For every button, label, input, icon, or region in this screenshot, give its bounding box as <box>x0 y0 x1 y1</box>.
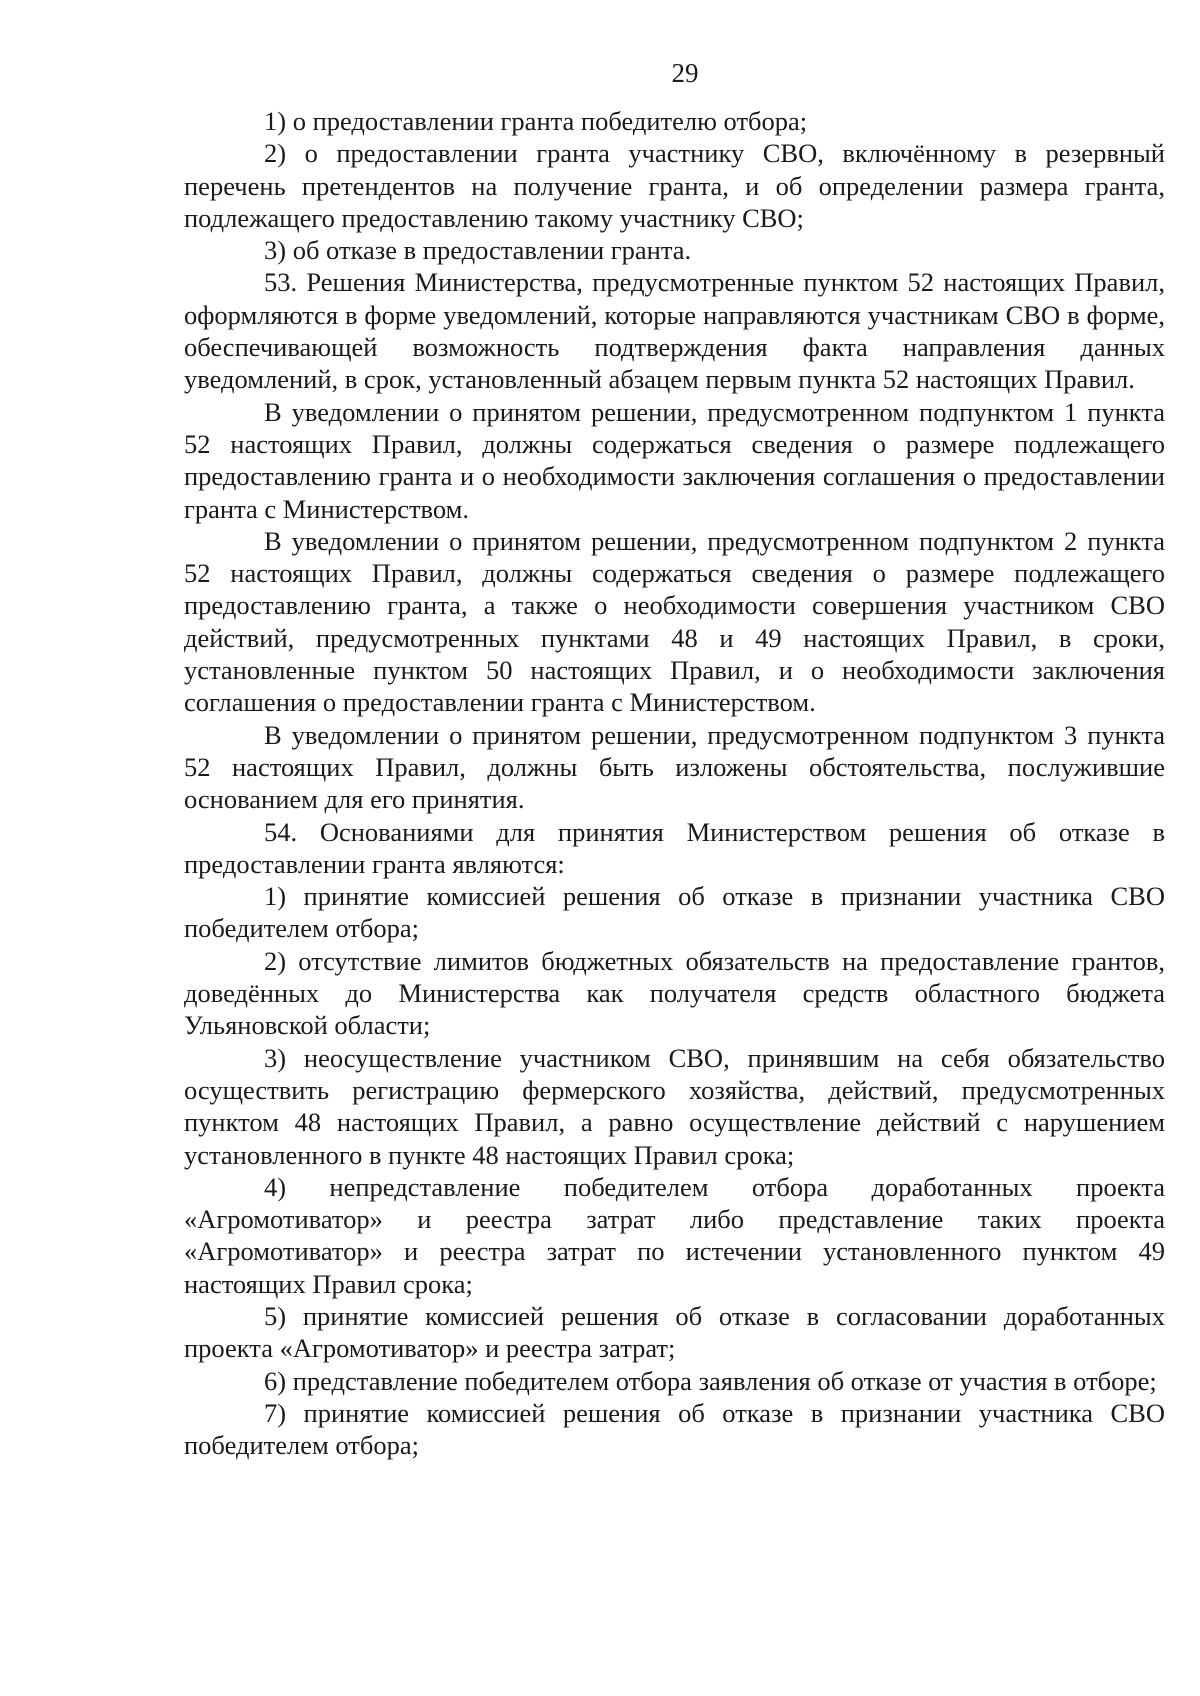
paragraph-decision-3: 3) об отказе в предоставлении гранта. <box>264 235 692 266</box>
document-body <box>184 105 1165 1461</box>
paragraph-ground-3: 3) неосуществление участником СВО, принявшим на себя обязательство осуществить регистрацию фермерского хозяйства, действий, предусмотренных пунктом 48 настоящих Правил, а равно осуществление действий с нарушением установленного в пункте 48 настоящих Правил срока; <box>184 1042 1165 1170</box>
page-number: 29 <box>671 58 699 88</box>
paragraph-ground-6: 6) представление победителем отбора заявления об отказе от участия в отборе; <box>264 1365 1157 1396</box>
paragraph-clause-53: 53. Решения Министерства, предусмотренные пунктом 52 настоящих Правил, оформляются в форме уведомлений, которые направляются участникам СВО в форме, обеспечивающей возможность подтверждения факта направления данных уведомлений, в срок, установленный абзацем первым пункта 52 настоящих Правил. <box>184 267 1165 395</box>
paragraph-clause-54: 54. Основаниями для принятия Министерством решения об отказе в предоставлении гранта являются: <box>184 816 1165 879</box>
paragraph-decision-2: 2) о предоставлении гранта участнику СВО, включённому в резервный перечень претендентов на получение гранта, и об определении размера гранта, подлежащего предоставлению такому участнику СВО; <box>184 138 1165 233</box>
paragraph-notice-subclause-3: В уведомлении о принятом решении, предусмотренном подпунктом 3 пункта 52 настоящих Правил, должны быть изложены обстоятельства, послужившие основанием для его принятия. <box>184 719 1165 815</box>
paragraph-notice-subclause-2: В уведомлении о принятом решении, предусмотренном подпунктом 2 пункта 52 настоящих Правил, должны содержаться сведения о размере подлежащего предоставлению гранта, а также о необходимости совершения участником СВО действий, предусмотренных пунктами 48 и 49 настоящих Правил, в сроки, установленные пунктом 50 настоящих Правил, и о необходимости заключения соглашения о предоставлении гранта с Министерством. <box>184 525 1165 718</box>
paragraph-notice-subclause-1: В уведомлении о принятом решении, предусмотренном подпунктом 1 пункта 52 настоящих Правил, должны содержаться сведения о размере подлежащего предоставлению гранта и о необходимости заключения соглашения о предоставлении гранта с Министерством. <box>184 396 1165 524</box>
paragraph-decision-1: 1) о предоставлении гранта победителю отбора; <box>264 106 808 136</box>
paragraph-ground-5: 5) принятие комиссией решения об отказе в согласовании доработанных проекта «Агромотиватор» и реестра затрат; <box>184 1300 1165 1364</box>
paragraph-ground-2: 2) отсутствие лимитов бюджетных обязательств на предоставление грантов, доведённых до Министерства как получателя средств областного бюджета Ульяновской области; <box>184 945 1165 1041</box>
paragraph-ground-7: 7) принятие комиссией решения об отказе в признании участника СВО победителем отбора; <box>184 1397 1165 1461</box>
paragraph-ground-1: 1) принятие комиссией решения об отказе в признании участника СВО победителем отбора; <box>184 881 1165 944</box>
paragraph-ground-4: 4) непредставление победителем отбора доработанных проекта «Агромотиватор» и реестра затрат либо представление таких проекта «Агромотиватор» и реестра затрат по истечении установленного пунктом 49 настоящих Правил срока; <box>184 1171 1165 1299</box>
